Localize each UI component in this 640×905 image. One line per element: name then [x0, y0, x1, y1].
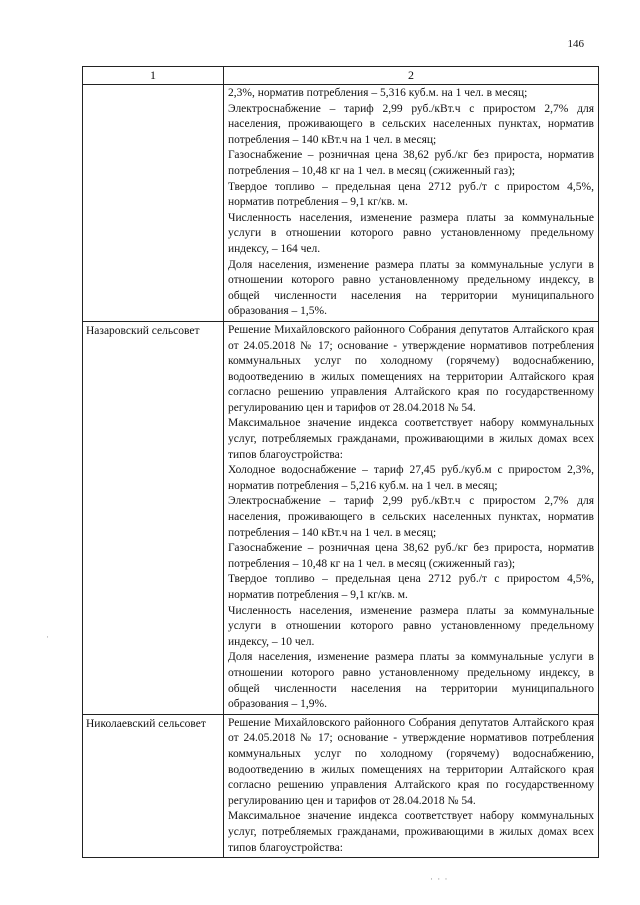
row-content — [224, 85, 599, 322]
paragraph: Газоснабжение – розничная цена 38,62 руб./кг без прироста, норматив потребления – 10,48 кг на 1 чел. в месяц (сжиженный газ); — [228, 542, 594, 570]
scan-mark-bottom: · · · — [430, 874, 449, 884]
paragraph: Твердое топливо – предельная цена 2712 руб./т с приростом 4,5%, норматив потребления – 9,1 кг/кв. м. — [228, 180, 594, 209]
scan-mark-left: · — [46, 632, 49, 642]
row-content — [224, 714, 599, 857]
row-label — [83, 85, 224, 322]
table-row — [83, 85, 599, 322]
paragraph: Численность населения, изменение размера платы за коммунальные услуги в отношении которого равно установленному предельному индексу, – 10 чел. — [228, 604, 594, 648]
paragraph: Электроснабжение – тариф 2,99 руб./кВт.ч с приростом 2,7% для населения, проживающего в сельских населенных пунктах, норматив потребления – 140 кВт.ч на 1 чел. в месяц; — [228, 102, 594, 146]
paragraph: Холодное водоснабжение – тариф 27,45 руб./куб.м с приростом 2,3%, норматив потребления – 5,216 куб.м. на 1 чел. в месяц; — [228, 464, 594, 492]
paragraph: Максимальное значение индекса соответствует набору коммунальных услуг, потребляемых гражданами, проживающими в жилых домах всех типов благоустройства: — [228, 417, 594, 461]
table-row — [83, 714, 599, 857]
document-table — [82, 66, 599, 858]
paragraph: Электроснабжение – тариф 2,99 руб./кВт.ч с приростом 2,7% для населения, проживающего в сельских населенных пунктах, норматив потребления – 140 кВт.ч на 1 чел. в месяц; — [228, 495, 594, 539]
paragraph: 2,3%, норматив потребления – 5,316 куб.м. на 1 чел. в месяц; — [228, 87, 528, 99]
paragraph: Численность населения, изменение размера платы за коммунальные услуги в отношении которого равно установленному предельному индексу, – 164 чел. — [228, 211, 594, 255]
row-label: Назаровский сельсовет — [83, 321, 224, 714]
row-label: Николаевский сельсовет — [83, 714, 224, 857]
table-row — [83, 321, 599, 714]
row-content — [224, 321, 599, 714]
column-header-1: 1 — [83, 67, 224, 85]
column-header-2: 2 — [224, 67, 599, 85]
paragraph: Максимальное значение индекса соответствует набору коммунальных услуг, потребляемых гражданами, проживающими в жилых домах всех типов благоустройства: — [228, 810, 594, 854]
paragraph: Газоснабжение – розничная цена 38,62 руб./кг без прироста, норматив потребления – 10,48 кг на 1 чел. в месяц (сжиженный газ); — [228, 149, 594, 177]
paragraph: Решение Михайловского районного Собрания депутатов Алтайского края от 24.05.2018 № 17; основание - утверждение нормативов потребления коммунальных услуг по холодному (горячему) водоснабжению, водоотведению в жилых помещениях на территории Алтайского края согласно решению управления Алтайского края по государственному регулированию цен и тарифов от 28.04.2018 № 54. — [228, 716, 594, 807]
paragraph: Твердое топливо – предельная цена 2712 руб./т с приростом 4,5%, норматив потребления – 9,1 кг/кв. м. — [228, 573, 594, 601]
paragraph: Решение Михайловского районного Собрания депутатов Алтайского края от 24.05.2018 № 17; основание - утверждение нормативов потребления коммунальных услуг по холодному (горячему) водоснабжению, водоотведению в жилых помещениях на территории Алтайского края согласно решению управления Алтайского края по государственному регулированию цен и тарифов от 28.04.2018 № 54. — [228, 323, 594, 414]
paragraph: Доля населения, изменение размера платы за коммунальные услуги в отношении которого равно установленному предельному индексу, в общей численности населения на территории муниципального образования – 1,9%. — [228, 651, 594, 711]
table-header-row — [83, 67, 599, 85]
paragraph: Доля населения, изменение размера платы за коммунальные услуги в отношении которого равно установленному предельному индексу, в общей численности населения на территории муниципального образования – 1,5%. — [228, 258, 594, 318]
page-number: 146 — [567, 38, 584, 50]
